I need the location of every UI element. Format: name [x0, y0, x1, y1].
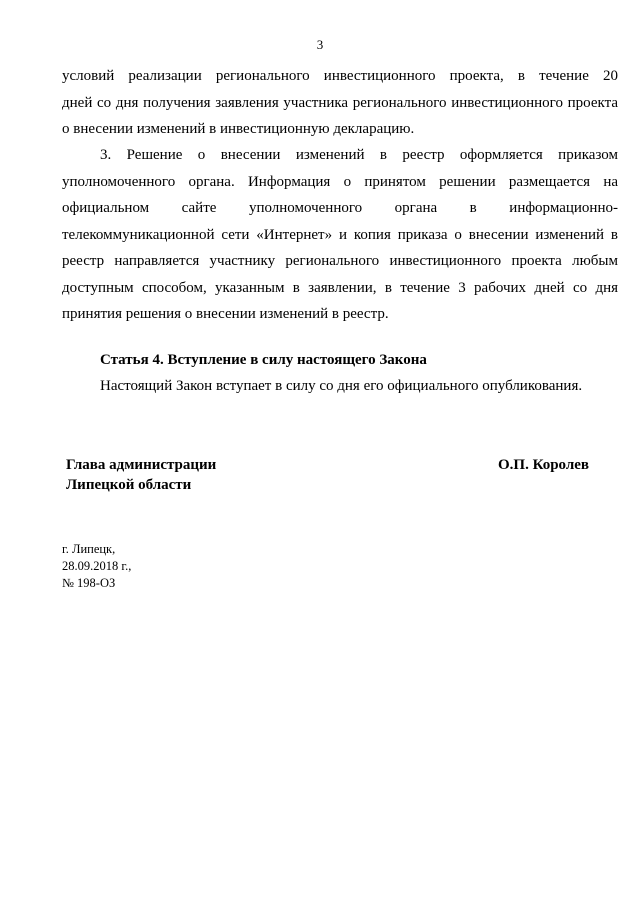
- article-title: Статья 4. Вступление в силу настоящего Закона: [100, 352, 427, 368]
- paragraph-line: принятия решения о внесении изменений в реестр.: [62, 306, 389, 322]
- page-number: 3: [316, 37, 324, 52]
- paragraph-line: телекоммуникационной сети «Интернет» и копия приказа о внесении изменений в: [62, 226, 618, 243]
- signatory-position: [66, 455, 216, 495]
- paragraph-line: о внесении изменений в инвестиционную декларацию.: [62, 121, 415, 137]
- article-4: [100, 347, 620, 399]
- document-footer: [62, 541, 131, 592]
- paragraph-line: условий реализации регионального инвестиционного проекта, в течение 20: [62, 68, 618, 84]
- paragraph-continued: [62, 63, 618, 143]
- paragraph-line: дней со дня получения заявления участника регионального инвестиционного проекта: [62, 94, 618, 111]
- paragraph-line: официальном сайте уполномоченного органа в информационно-: [62, 200, 618, 216]
- position-line: Липецкой области: [66, 477, 192, 493]
- footer-date: 28.09.2018 г.,: [62, 559, 132, 573]
- position-line: Глава администрации: [66, 457, 217, 473]
- paragraph-line: уполномоченного органа. Информация о принятом решении размещается на: [62, 173, 618, 190]
- paragraph-3: [62, 142, 618, 328]
- paragraph-line: 3. Решение о внесении изменений в реестр оформляется приказом: [100, 147, 618, 163]
- article-text: Настоящий Закон вступает в силу со дня его официального опубликования.: [100, 378, 583, 394]
- footer-city: г. Липецк,: [62, 542, 116, 556]
- paragraph-line: реестр направляется участнику регионального инвестиционного проекта любым: [62, 253, 618, 269]
- footer-number: № 198-ОЗ: [62, 576, 116, 590]
- signatory-name: О.П. Королев: [498, 457, 590, 473]
- paragraph-line: доступным способом, указанным в заявлении, в течение 3 рабочих дней со дня: [62, 279, 618, 296]
